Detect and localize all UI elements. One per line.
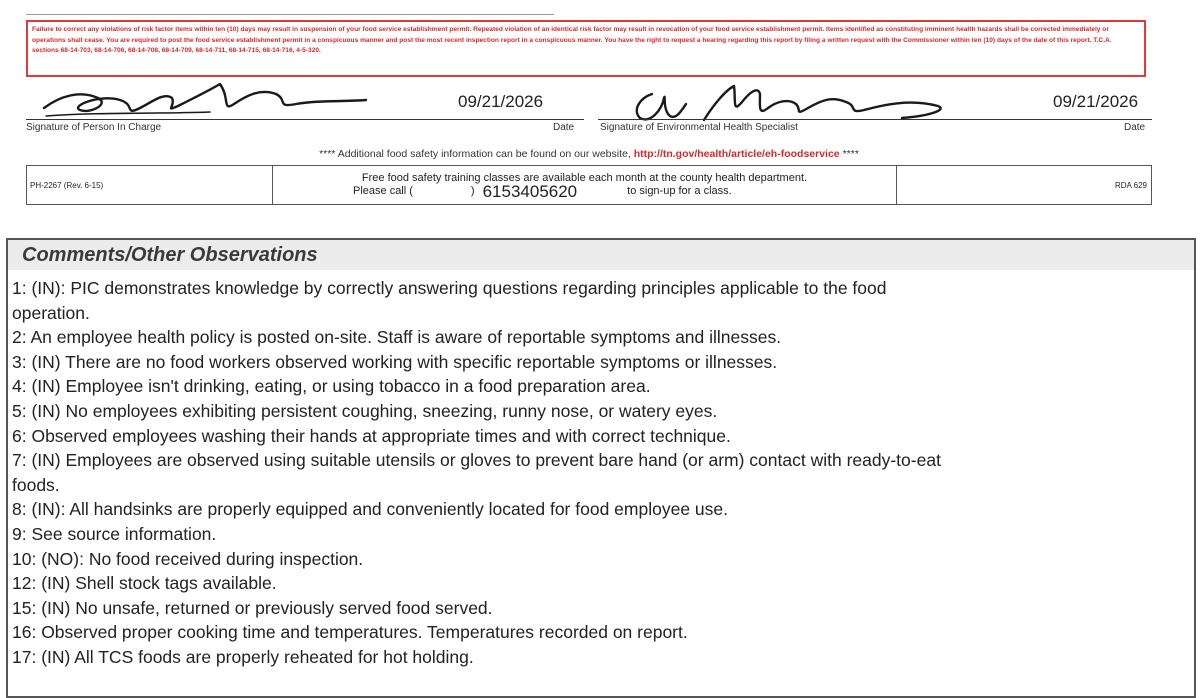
rda-code: RDA 629: [1114, 180, 1147, 190]
comment-line: 2: An employee health policy is posted on-site. Staff is aware of reportable symptoms and illnesses.: [12, 327, 782, 348]
comment-line: foods.: [12, 474, 60, 495]
call-line: [273, 182, 896, 201]
phone-number: 6153405620: [482, 182, 578, 201]
signature-area: [26, 78, 1152, 138]
comment-line: 1: (IN): PIC demonstrates knowledge by correctly answering questions regarding principles applicable to the food: [12, 278, 887, 298]
training-text: Free food safety training classes are available each month at the county health department.: [361, 172, 808, 184]
health-website-link[interactable]: http://tn.gov/health/article/eh-foodservice: [633, 148, 840, 160]
please-call-label: Please call (: [353, 185, 413, 197]
additional-info-line: [26, 148, 1152, 160]
person-in-charge-date-label: Date: [553, 122, 575, 133]
violation-notice: [26, 20, 1146, 77]
comment-line: 6: Observed employees washing their hands at appropriate times and with correct technique.: [12, 425, 731, 446]
comments-body: [8, 270, 1194, 670]
comment-line: 10: (NO): No food received during inspection.: [12, 548, 364, 569]
comments-title: Comments/Other Observations: [22, 243, 318, 266]
paren-close: ): [470, 185, 475, 197]
comment-line: 15: (IN) No unsafe, returned or previously served food served.: [12, 597, 493, 618]
specialist-label: Signature of Environmental Health Specialist: [600, 122, 798, 133]
form-id: PH-2267 (Rev. 6-15): [27, 166, 273, 204]
comment-line: 9: See source information.: [12, 523, 217, 544]
specialist-date-label: Date: [1124, 122, 1146, 133]
top-rule: [26, 14, 554, 15]
comment-line: 8: (IN): All handsinks are properly equipped and conveniently located for food employee use.: [12, 499, 728, 520]
comment-line: 5: (IN) No employees exhibiting persistent coughing, sneezing, runny nose, or watery eyes.: [12, 400, 718, 421]
comment-line: operation.: [12, 302, 90, 323]
person-in-charge-date: 09/21/2026: [458, 92, 544, 111]
person-in-charge-label: Signature of Person In Charge: [26, 122, 162, 133]
comment-line: 3: (IN) There are no food workers observed working with specific reportable symptoms or illnesses.: [12, 351, 778, 372]
info-prefix: **** Additional food safety information can be found on our website,: [319, 148, 631, 160]
comments-section: [6, 238, 1196, 698]
person-in-charge-signature: [40, 78, 370, 122]
comments-header: [8, 240, 1194, 270]
comment-line: 17: (IN) All TCS foods are properly reheated for hot holding.: [12, 646, 474, 667]
comment-line: 12: (IN) Shell stock tags available.: [12, 573, 277, 594]
violation-notice-text: Failure to correct any violations of risk factor items within ten (10) days may result in suspension of your food service establishment permit. Repeated violation of an identical risk factor may result in revocation of your food service establishment permit. Items identified as constituting imminent health hazards shall be corrected immediately or operations shall cease. You are required to post the food service establishment permit in a conspicuous manner and post the most recent inspection report in a conspicuous manner. You have the right to request a hearing regarding this report by filing a written request with the Commissioner within ten (10) days of the date of this report. T.C.A. sections 68-14-703, 68-14-706, 68-14-708, 68-14-709, 68-14-711, 68-14-715, 68-14-716, 4-5-320.: [32, 26, 1112, 54]
training-info: [273, 166, 897, 204]
info-suffix: ****: [842, 148, 859, 160]
specialist-signature-line: [598, 119, 1152, 120]
comment-line: 16: Observed proper cooking time and temperatures. Temperatures recorded on report.: [12, 622, 688, 643]
comment-line: 4: (IN) Employee isn't drinking, eating, or using tobacco in a food preparation area.: [12, 376, 651, 397]
specialist-date: 09/21/2026: [1053, 92, 1139, 111]
person-in-charge-signature-line: [26, 119, 584, 120]
footer-table: [26, 165, 1152, 205]
comment-line: 7: (IN) Employees are observed using suitable utensils or gloves to prevent bare hand (or arm) contact with ready-to-eat: [12, 450, 941, 471]
sign-up-text: to sign-up for a class.: [627, 185, 732, 197]
specialist-signature: [618, 80, 958, 128]
